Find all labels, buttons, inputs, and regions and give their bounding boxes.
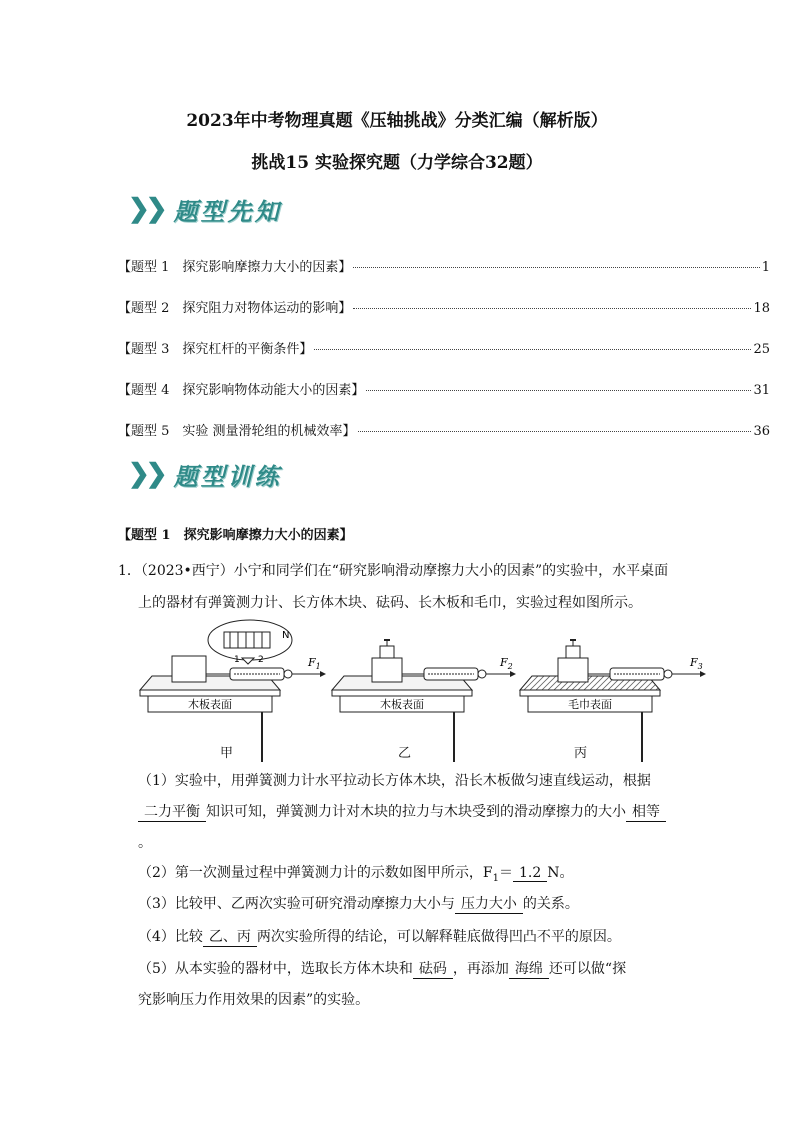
answer-blank-4: 压力大小 [455, 893, 523, 914]
toc-leader-dots [358, 431, 752, 432]
panel-label-a: 甲 [220, 746, 234, 761]
double-chevron-icon: ❯❯ [128, 194, 164, 224]
toc-page-number: 1 [761, 260, 770, 275]
document-title: 2023年中考物理真题《压轴挑战》分类汇编（解析版） [186, 111, 608, 131]
part-5-line-1: （5）从本实验的器材中，选取长方体木块和 砝码 ，再添加 海绵 还可以做“探 [138, 958, 626, 979]
toc-leader-dots [353, 308, 751, 309]
answer-blank-5: 乙、丙 [203, 926, 257, 947]
scale-unit-label: N [282, 630, 290, 641]
surface-caption-b: 木板表面 [380, 698, 424, 711]
answer-blank-3: 1.2 [513, 865, 547, 882]
scale-mark-1: 1 [234, 655, 240, 665]
part-1-line-2: 二力平衡 知识可知，弹簧测力计对木块的拉力与木块受到的滑动摩擦力的大小 相等 [138, 801, 666, 822]
panel-b-apparatus [332, 640, 516, 762]
toc-leader-dots [366, 390, 751, 391]
toc-entry-label: 【题型 1 探究影响摩擦力大小的因素】 [118, 260, 352, 275]
part-1-line-3: 。 [138, 835, 152, 851]
part-1-line-1: （1）实验中，用弹簧测力计水平拉动长方体木块，沿长木板做匀速直线运动，根据 [138, 773, 651, 789]
toc-leader-dots [353, 267, 759, 268]
section-header-overview [128, 192, 282, 226]
panel-label-b: 乙 [398, 746, 412, 761]
question-stem-line-1: 1．（2023•西宁）小宁和同学们在“研究影响滑动摩擦力大小的因素”的实验中，水平桌面 [118, 563, 669, 579]
double-chevron-icon: ❯❯ [128, 459, 164, 489]
force-label-f2: $F_2$ [500, 656, 513, 671]
toc-entry-label: 【题型 3 探究杠杆的平衡条件】 [118, 342, 313, 357]
question-type-heading: 【题型 1 探究影响摩擦力大小的因素】 [118, 528, 353, 543]
toc-page-number: 18 [753, 301, 770, 316]
panel-c-apparatus [520, 640, 706, 762]
force-label-f3: $F_3$ [690, 656, 703, 671]
section-title-overview: 题型先知 [173, 196, 282, 226]
part-4-line: （4）比较 乙、丙 两次实验所得的结论，可以解释鞋底做得凹凸不平的原因。 [138, 926, 621, 947]
toc-page-number: 36 [753, 424, 770, 439]
toc-entry-label: 【题型 4 探究影响物体动能大小的因素】 [118, 383, 365, 398]
toc-entry-label: 【题型 2 探究阻力对物体运动的影响】 [118, 301, 352, 316]
panel-a-apparatus [140, 620, 326, 762]
part-2-line: （2）第一次测量过程中弹簧测力计的示数如图甲所示，$F_1= 1.2$ N。 [138, 865, 574, 884]
section-title-training: 题型训练 [173, 461, 282, 491]
answer-blank-6: 砝码 [413, 958, 453, 979]
panel-label-c: 丙 [574, 746, 588, 761]
toc-leader-dots [314, 349, 751, 350]
surface-caption-c: 毛巾表面 [568, 698, 612, 711]
answer-blank-1: 二力平衡 [138, 801, 206, 822]
toc-entry-3[interactable] [118, 338, 770, 357]
answer-blank-2: 相等 [626, 801, 666, 822]
toc-entry-1[interactable] [118, 256, 770, 275]
part-5-line-2: 究影响压力作用效果的因素”的实验。 [138, 992, 370, 1008]
scale-mark-2: 2 [258, 655, 264, 665]
weight-b [380, 646, 394, 658]
answer-blank-7: 海绵 [509, 958, 549, 979]
part-3-line: （3）比较甲、乙两次实验可研究滑动摩擦力大小与 压力大小 的关系。 [138, 893, 579, 914]
toc-entry-5[interactable] [118, 420, 770, 439]
toc-entry-2[interactable] [118, 297, 770, 316]
weight-c [566, 646, 580, 658]
toc-page-number: 31 [753, 383, 770, 398]
toc-entry-label: 【题型 5 实验 测量滑轮组的机械效率】 [118, 424, 356, 439]
toc-page-number: 25 [753, 342, 770, 357]
force-label-f1: $F_1$ [308, 656, 321, 671]
question-stem-line-2: 上的器材有弹簧测力计、长方体木块、砝码、长木板和毛巾，实验过程如图所示。 [138, 595, 642, 611]
document-subtitle: 挑战15 实验探究题（力学综合32题） [251, 153, 543, 173]
section-header-training [128, 457, 282, 491]
surface-caption-a: 木板表面 [188, 698, 232, 711]
toc-entry-4[interactable] [118, 379, 770, 398]
